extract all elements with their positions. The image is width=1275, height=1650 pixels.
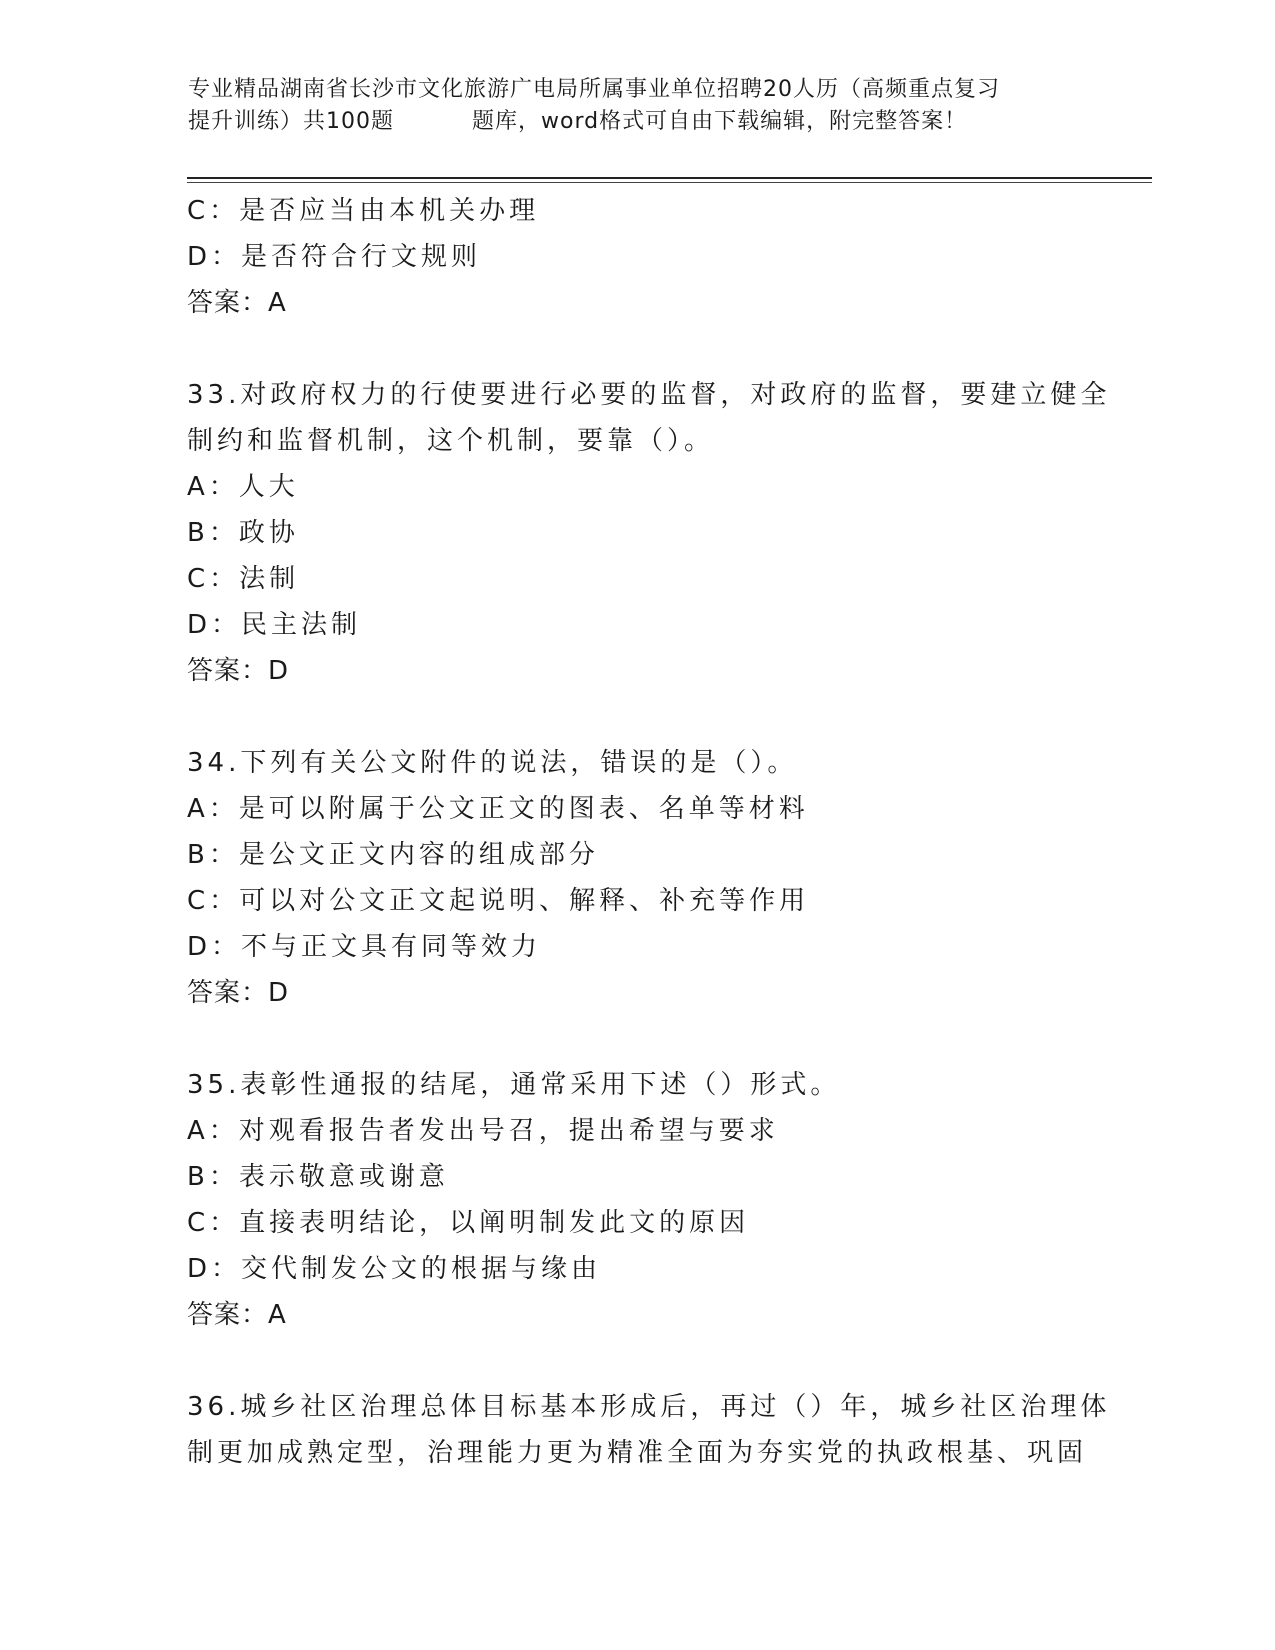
option-a: A：人大 [187, 472, 299, 502]
question-stem: 35.表彰性通报的结尾，通常采用下述（）形式。 [187, 1070, 841, 1100]
document-header [188, 74, 1088, 138]
option-a: A：是可以附属于公文正文的图表、名单等材料 [187, 794, 809, 824]
header-line-2-part-1: 提升训练）共100题 [188, 109, 394, 134]
option-b: B：表示敬意或谢意 [187, 1162, 449, 1192]
header-divider-thick [187, 177, 1152, 179]
answer-line: 答案：D [187, 656, 290, 686]
question-stem: 34.下列有关公文附件的说法，错误的是（）。 [187, 748, 798, 778]
option-b: B：政协 [187, 518, 299, 548]
option-c: C：直接表明结论，以阐明制发此文的原因 [187, 1208, 750, 1238]
option-d: D：交代制发公文的根据与缘由 [187, 1254, 602, 1284]
header-divider-thin [187, 182, 1152, 183]
option-a: A：对观看报告者发出号召，提出希望与要求 [187, 1116, 779, 1146]
option-c: C：是否应当由本机关办理 [187, 196, 540, 226]
question-33 [187, 372, 1111, 694]
answer-line: 答案：A [187, 288, 287, 318]
question-36 [187, 1384, 1111, 1476]
header-line-2-part-2: 题库，word格式可自由下载编辑，附完整答案！ [472, 109, 968, 134]
answer-line: 答案：D [187, 978, 290, 1008]
option-c: C：法制 [187, 564, 300, 594]
question-spacer [187, 1338, 1087, 1384]
option-d: D：不与正文具有同等效力 [187, 932, 542, 962]
option-b: B：是公文正文内容的组成部分 [187, 840, 599, 870]
question-spacer [187, 694, 1087, 740]
question-spacer [187, 326, 1087, 372]
question-list [187, 188, 1111, 1476]
question-stem-continued: 制约和监督机制，这个机制，要靠（）。 [187, 426, 715, 456]
question-stem-continued: 制更加成熟定型，治理能力更为精准全面为夯实党的执政根基、巩固 [187, 1438, 1088, 1468]
question-spacer [187, 1016, 1087, 1062]
question-32-tail [187, 188, 1087, 326]
question-stem: 33.对政府权力的行使要进行必要的监督，对政府的监督，要建立健全 [187, 380, 1111, 410]
header-line-1: 专业精品湖南省长沙市文化旅游广电局所属事业单位招聘20人历（高频重点复习 [188, 77, 1000, 102]
question-34 [187, 740, 1087, 1016]
answer-line: 答案：A [187, 1300, 287, 1330]
option-c: C：可以对公文正文起说明、解释、补充等作用 [187, 886, 810, 916]
option-d: D：是否符合行文规则 [187, 242, 482, 272]
header-line-2 [188, 106, 1088, 138]
question-stem: 36.城乡社区治理总体目标基本形成后，再过（）年，城乡社区治理体 [187, 1392, 1111, 1422]
question-35 [187, 1062, 1087, 1338]
option-d: D：民主法制 [187, 610, 362, 640]
